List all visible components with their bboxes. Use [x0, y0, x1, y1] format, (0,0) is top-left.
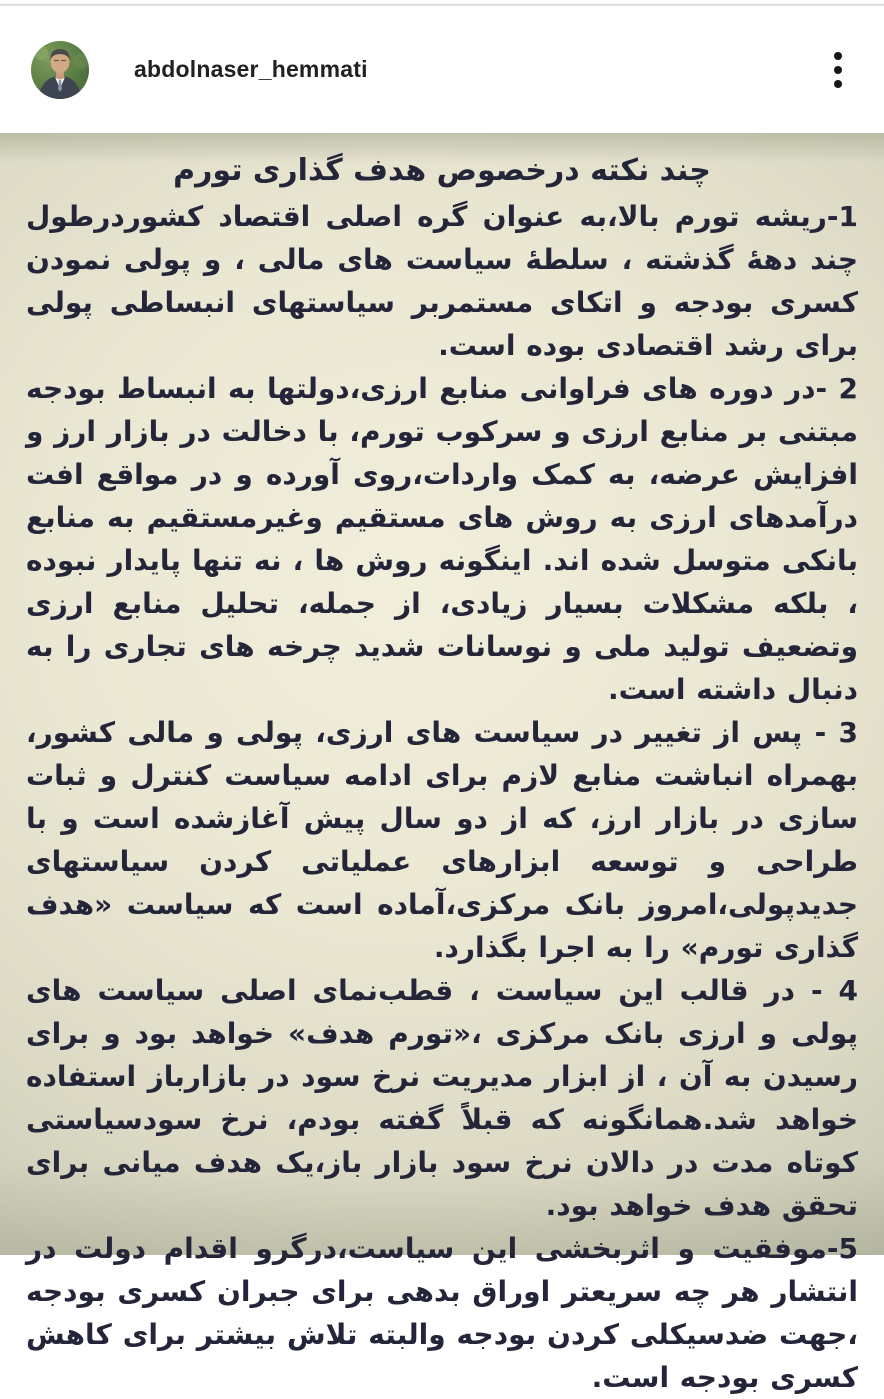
post-header [0, 6, 884, 133]
post-image[interactable] [0, 133, 884, 1394]
post-title: چند نکته درخصوص هدف گذاری تورم [173, 153, 711, 188]
username[interactable]: abdolnaser_hemmati [134, 56, 368, 82]
more-options-icon[interactable] [830, 46, 846, 94]
post-paragraph-5: 5-موفقیت و اثربخشی این سیاست،درگرو اقدام دولت در انتشار هر چه سریعتر اوراق بدهی برای جبران کسری بودجه ،جهت ضدسیکلی کردن بودجه والبته تلاش بیشتر برای کاهش کسری بودجه است. [26, 1232, 858, 1394]
avatar[interactable] [31, 41, 89, 99]
kebab-dot [834, 52, 842, 60]
profile-photo-icon [31, 41, 89, 99]
post-paragraph-1: 1-ریشه تورم بالا،به عنوان گره اصلی اقتصاد کشوردرطول چند دهۀ گذشته ، سلطۀ سیاست های مالی ، و پولی نمودن کسری بودجه و اتکای مستمربر سیاستهای انبساطی پولی برای رشد اقتصادی بوده است. [26, 200, 858, 362]
kebab-dot [834, 80, 842, 88]
post-paragraph-4: 4 - در قالب این سیاست ، قطب‌نمای اصلی سیاست های پولی و ارزی بانک مرکزی ،«تورم هدف» خواهد بود و برای رسیدن به آن ، از ابزار مدیریت نرخ سود در بازارباز استفاده خواهد شد.همانگونه که قبلاً گفته بودم، نرخ سودسیاستی کوتاه مدت در دالان نرخ سود بازار باز،یک هدف میانی برای تحقق هدف خواهد بود. [26, 974, 858, 1222]
post-paragraph-3: 3 - پس از تغییر در سیاست های ارزی، پولی و مالی کشور، بهمراه انباشت منابع لازم برای ادامه سیاست کنترل و ثبات سازی در بازار ارز، که از دو سال پیش آغازشده است و با طراحی و توسعه ابزارهای عملیاتی کردن سیاستهای جدیدپولی،امروز بانک مرکزی،آماده است که سیاست «هدف گذاری تورم» را به اجرا بگذارد. [26, 716, 858, 964]
kebab-dot [834, 66, 842, 74]
post-body [26, 195, 858, 1399]
post-paragraph-2: 2 -در دوره های فراوانی منابع ارزی،دولتها به انبساط بودجه مبتنی بر منابع ارزی و سرکوب تورم، با دخالت در بازار ارز و افزایش عرضه، به کمک واردات،روی آورده و در مواقع افت درآمدهای ارزی به روش های مستقیم وغیرمستقیم به منابع بانکی متوسل شده اند. اینگونه روش ها ، نه تنها پایدار نبوده ، بلکه مشکلات بسیار زیادی، از جمله، تحلیل منابع ارزی وتضعیف تولید ملی و نوسانات شدید چرخه های تجاری را به دنبال داشته است. [26, 372, 858, 706]
